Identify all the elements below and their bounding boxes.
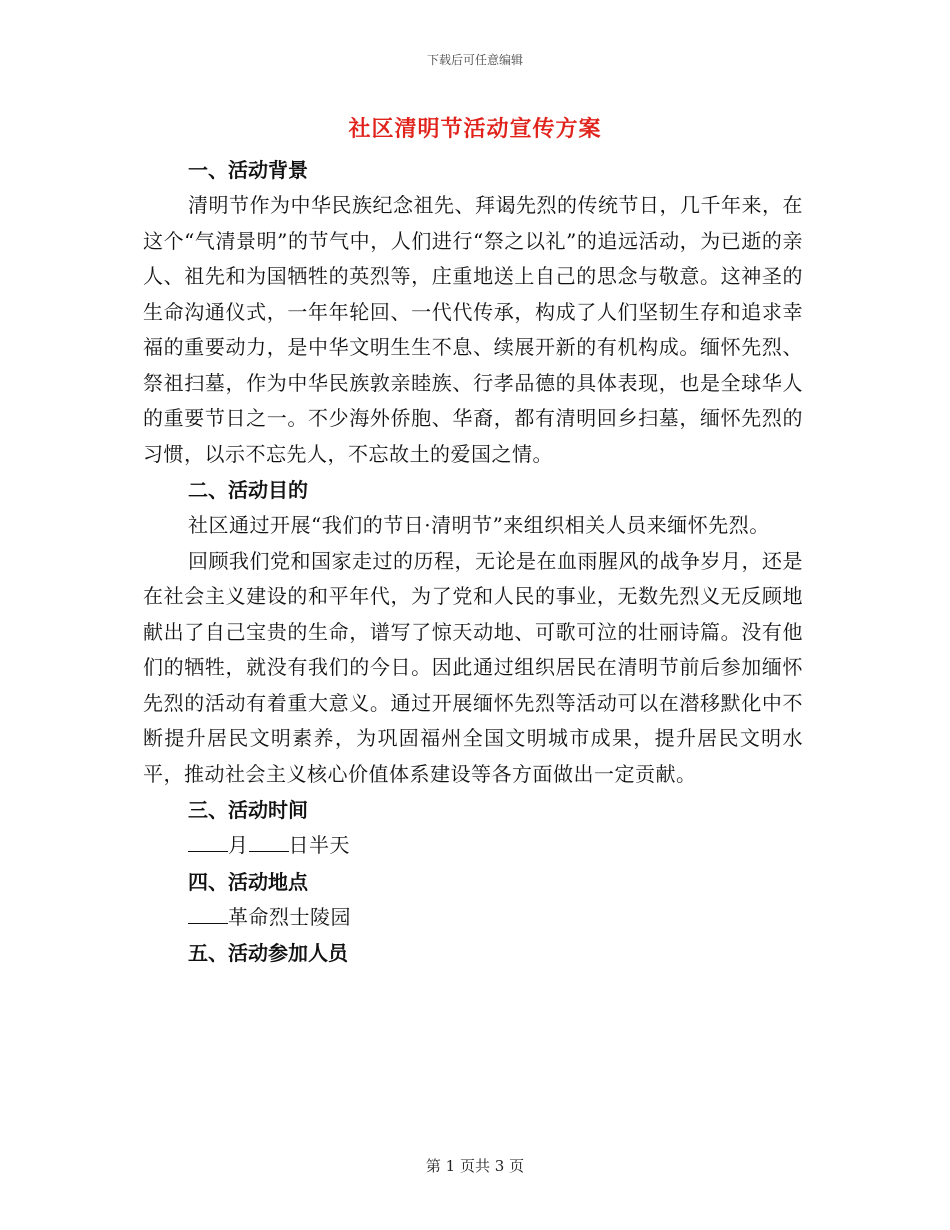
section-heading: 五、活动参加人员 bbox=[188, 941, 348, 965]
month-blank bbox=[188, 831, 228, 852]
location-line bbox=[143, 900, 803, 936]
time-line bbox=[143, 828, 803, 864]
day-blank bbox=[249, 831, 289, 852]
document-body bbox=[143, 152, 803, 971]
section-heading: 四、活动地点 bbox=[188, 869, 308, 894]
section-heading: 一、活动背景 bbox=[188, 158, 308, 182]
paragraph: 回顾我们党和国家走过的历程，无论是在血雨腥风的战争岁月，还是在社会主义建设的和平年代，为了党和人民的事业，无数先烈义无反顾地献出了自己宝贵的生命，谱写了惊天动地、可歌可泣的壮丽诗篇。没有他们的牺牲，就没有我们的今日。因此通过组织居民在清明节前后参加缅怀先烈的活动有着重大意义。通过开展缅怀先烈等活动可以在潜移默化中不断提升居民文明素养，为巩固福州全国文明城市成果，提升居民文明水平，推动社会主义核心价值体系建设等各方面做出一定贡献。 bbox=[143, 548, 803, 786]
location-blank bbox=[188, 903, 228, 924]
document-title: 社区清明节活动宣传方案 bbox=[348, 116, 602, 142]
day-suffix: 日半天 bbox=[288, 833, 350, 857]
section-background bbox=[143, 152, 803, 472]
section-heading: 三、活动时间 bbox=[188, 798, 308, 822]
section-location bbox=[143, 864, 803, 936]
location-text: 革命烈士陵园 bbox=[228, 904, 351, 929]
page-header-note: 下载后可任意编辑 bbox=[426, 53, 523, 67]
page-number: 第 1 页共 3 页 bbox=[425, 1157, 525, 1175]
month-suffix: 月 bbox=[228, 833, 249, 857]
section-time bbox=[143, 792, 803, 864]
paragraph: 社区通过开展“我们的节日·清明节”来组织相关人员来缅怀先烈。 bbox=[188, 513, 770, 537]
paragraph: 清明节作为中华民族纪念祖先、拜谒先烈的传统节日，几千年来，在这个“气清景明”的节气中，人们进行“祭之以礼”的追远活动，为已逝的亲人、祖先和为国牺牲的英烈等，庄重地送上自己的思念与敬意。这神圣的生命沟通仪式，一年年轮回、一代代传承，构成了人们坚韧生存和追求幸福的重要动力，是中华文明生生不息、续展开新的有机构成。缅怀先烈、祭祖扫墓，作为中华民族敦亲睦族、行孝品德的具体表现，也是全球华人的重要节日之一。不少海外侨胞、华裔，都有清明回乡扫墓，缅怀先烈的习惯，以示不忘先人，不忘故土的爱国之情。 bbox=[143, 193, 803, 466]
section-purpose bbox=[143, 472, 803, 792]
section-heading: 二、活动目的 bbox=[188, 478, 308, 502]
section-participants bbox=[143, 935, 803, 971]
